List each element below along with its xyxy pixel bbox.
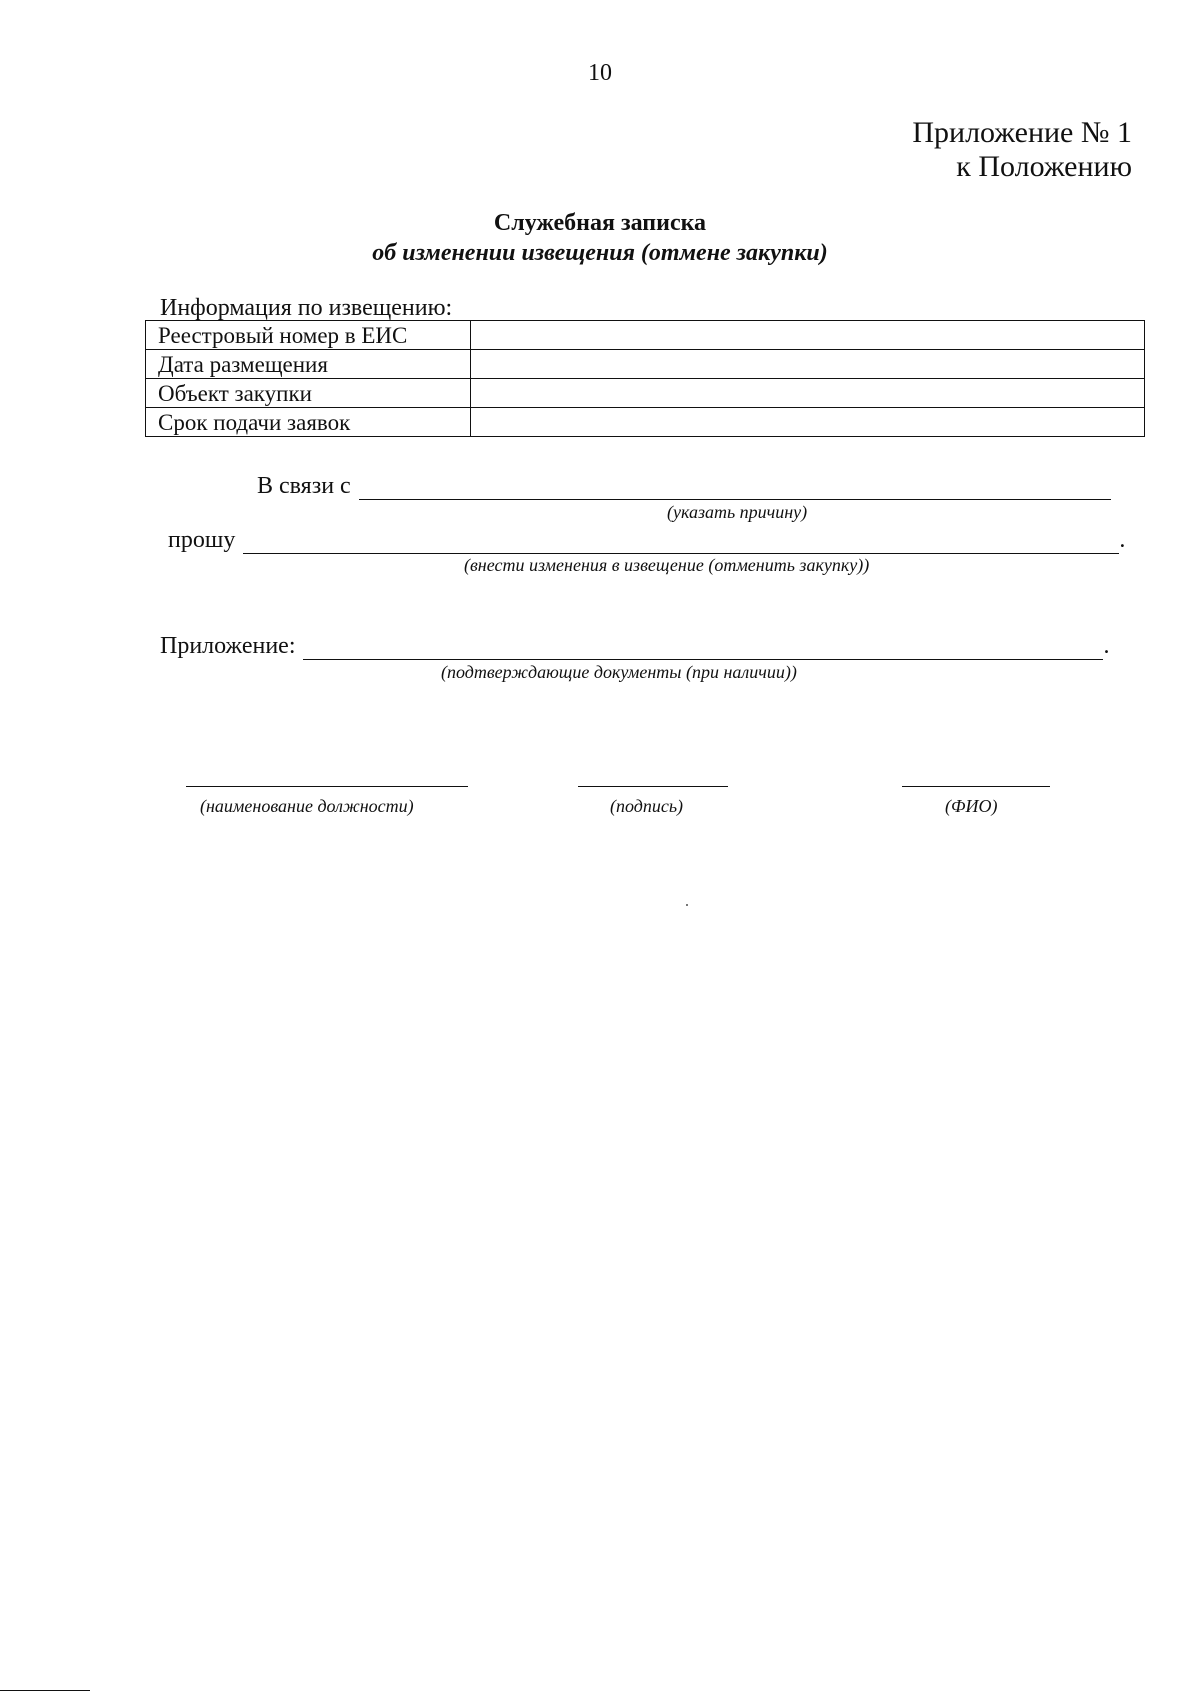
attachment-hint: (подтверждающие документы (при наличии)) (441, 662, 797, 682)
notice-info-table (145, 320, 1145, 437)
document-title-block (0, 208, 1200, 268)
attachment-line (160, 633, 1109, 660)
request-prefix: прошу (168, 527, 236, 553)
full-name-line[interactable] (902, 786, 1050, 788)
attachment-prefix: Приложение: (160, 633, 296, 659)
table-row (146, 350, 1145, 379)
position-signature-line[interactable] (186, 786, 468, 788)
position-hint: (наименование должности) (200, 796, 414, 816)
appendix-line-1: Приложение № 1 (912, 116, 1132, 149)
attachment-period: . (1103, 633, 1110, 659)
table-row (146, 408, 1145, 437)
reason-blank[interactable] (359, 477, 1111, 500)
document-subtitle: об изменении извещения (отмене закупки) (372, 240, 828, 266)
request-period: . (1119, 527, 1126, 553)
request-blank[interactable] (243, 531, 1119, 554)
signature-hint: (подпись) (610, 796, 684, 816)
table-label-cell: Объект закупки (146, 379, 471, 408)
attachment-blank[interactable] (303, 637, 1103, 660)
table-row (146, 321, 1145, 350)
reason-hint: (указать причину) (667, 502, 808, 522)
table-value-cell[interactable] (471, 408, 1145, 437)
reason-prefix: В связи с (257, 473, 351, 499)
table-label-cell: Срок подачи заявок (146, 408, 471, 437)
appendix-reference (912, 116, 1132, 184)
table-label-cell: Дата размещения (146, 350, 471, 379)
signature-line[interactable] (578, 786, 728, 788)
full-name-hint: (ФИО) (945, 796, 998, 816)
scan-speck (686, 904, 688, 906)
footer-rule (0, 1690, 90, 1691)
table-value-cell[interactable] (471, 350, 1145, 379)
table-value-cell[interactable] (471, 321, 1145, 350)
table-row (146, 379, 1145, 408)
info-table-label: Информация по извещению: (160, 295, 453, 321)
table-value-cell[interactable] (471, 379, 1145, 408)
table-label-cell: Реестровый номер в ЕИС (146, 321, 471, 350)
reason-line (257, 473, 1111, 500)
document-title: Служебная записка (493, 210, 707, 236)
request-line (168, 527, 1125, 554)
page-number: 10 (588, 60, 612, 86)
request-hint: (внести изменения в извещение (отменить закупку)) (464, 555, 870, 575)
appendix-line-2: к Положению (956, 150, 1132, 183)
